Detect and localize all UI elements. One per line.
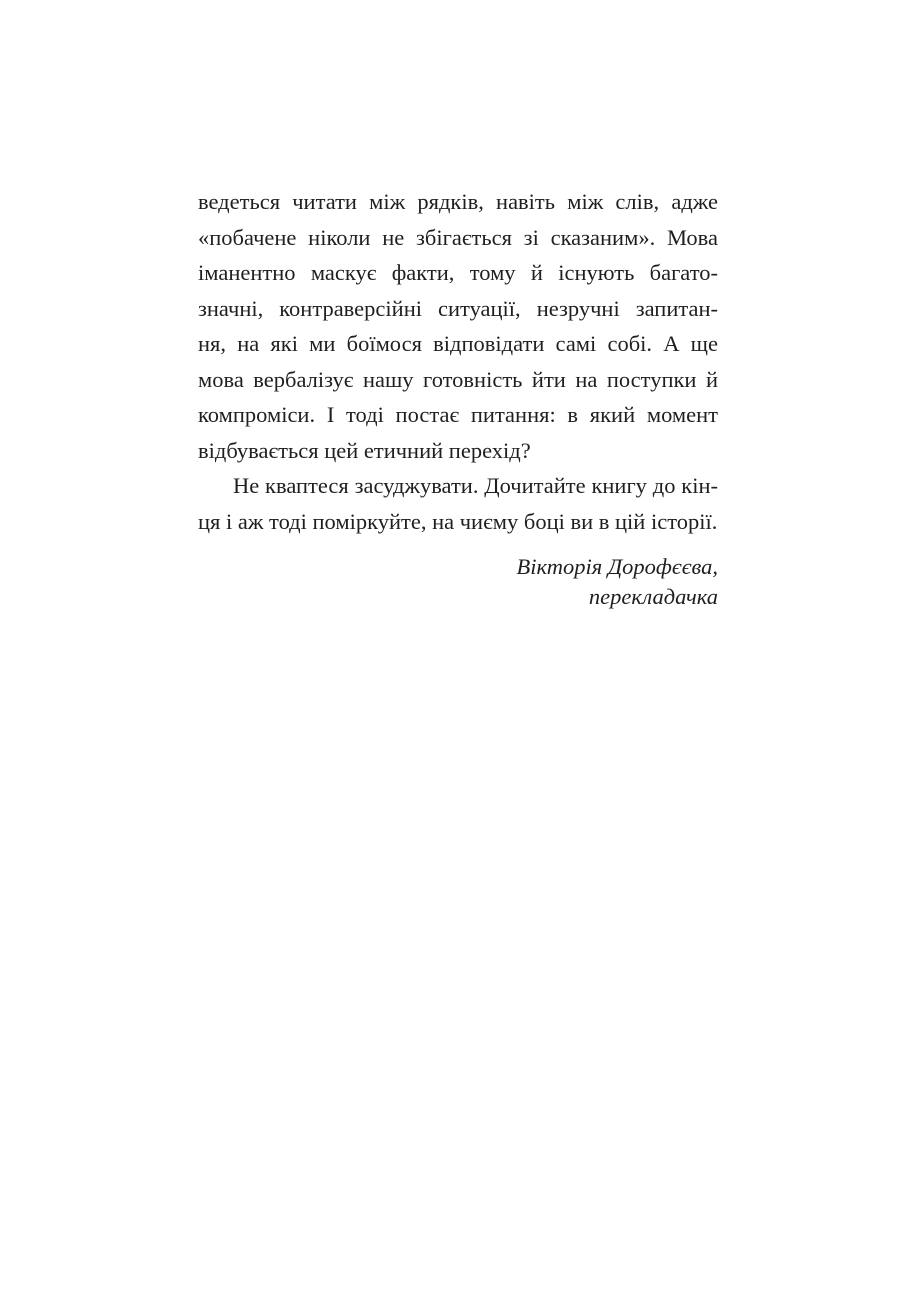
signature-role: перекладачка xyxy=(588,584,718,609)
text-line: відбувається цей етичний перехід? xyxy=(198,437,531,463)
signature-name: Вікторія Дорофєєва, xyxy=(516,554,718,579)
text-line: ня, на які ми боїмося відповідати самі собі. А ще xyxy=(198,331,718,356)
text-line: ведеться читати між рядків, навіть між слів, адже xyxy=(198,189,718,214)
paragraph-1 xyxy=(198,184,718,468)
translator-signature xyxy=(198,552,718,612)
text-line: «побачене ніколи не збігається зі сказаним». Мова xyxy=(198,224,718,250)
body-text xyxy=(198,184,718,539)
text-line: мова вербалізує нашу готовність йти на поступки й xyxy=(198,366,718,392)
text-line: значні, контраверсійні ситуації, незручні запитан- xyxy=(198,295,718,321)
text-line: компроміси. І тоді постає питання: в який момент xyxy=(198,402,718,427)
text-line: іманентно маскує факти, тому й існують багато- xyxy=(198,260,718,285)
paragraph-2 xyxy=(198,468,718,539)
text-line: Не кваптеся засуджувати. Дочитайте книгу до кін- xyxy=(233,473,718,498)
text-line: ця і аж тоді поміркуйте, на чиєму боці ви в цій історії. xyxy=(198,508,718,534)
